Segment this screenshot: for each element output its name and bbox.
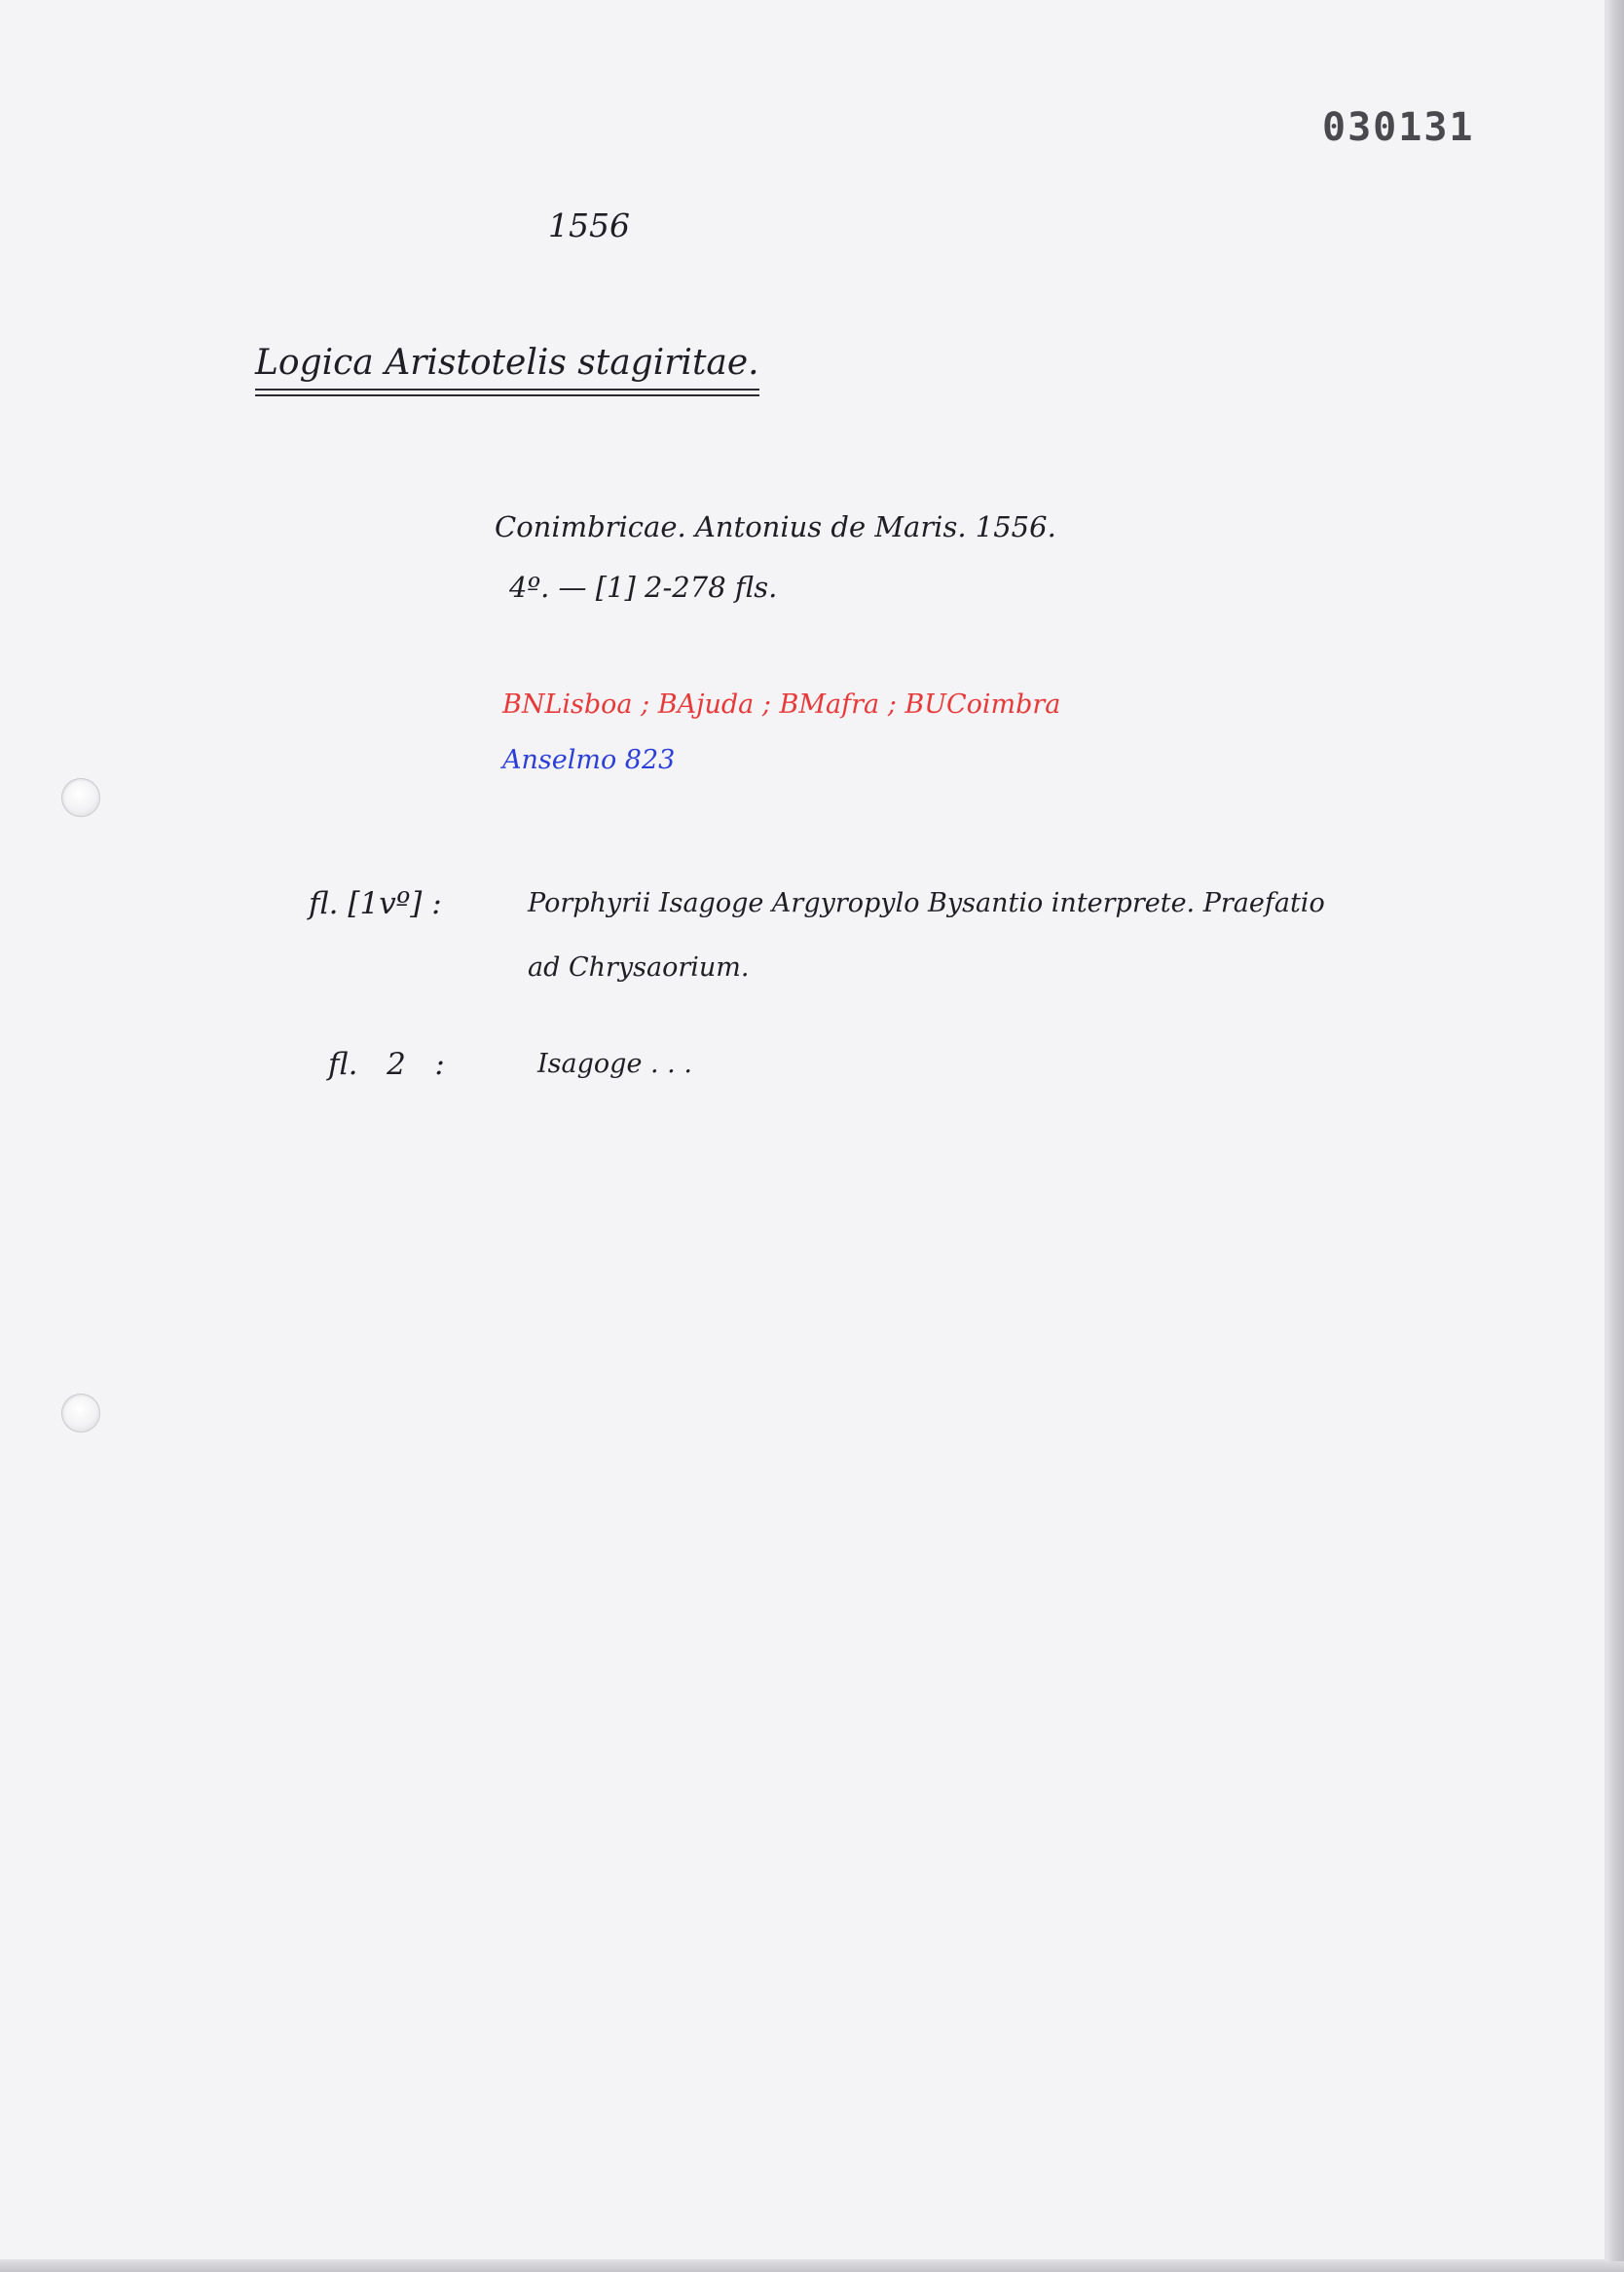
page-bottom-edge [0, 2261, 1624, 2272]
entry-2-text: Isagoge . . . [537, 1049, 692, 1079]
bibliographic-reference: Anselmo 823 [502, 745, 676, 775]
punch-hole-lower [62, 1395, 99, 1432]
entry-1-folio: fl. [1vº] : [309, 886, 442, 921]
page-right-edge [1606, 0, 1624, 2272]
punch-hole-upper [62, 779, 99, 816]
entry-1-text: Porphyrii Isagoge Argyropylo Bysantio interprete. Praefatio [528, 888, 1325, 918]
library-holdings: BNLisboa ; BAjuda ; BMafra ; BUCoimbra [502, 689, 1061, 720]
publication-year: 1556 [548, 206, 630, 244]
imprint-line: Conimbricae. Antonius de Maris. 1556. [495, 510, 1056, 543]
record-number-stamp: 030131 [1322, 105, 1475, 150]
entry-2-folio: fl. 2 : [328, 1047, 445, 1082]
work-title: Logica Aristotelis stagiritae. [255, 343, 759, 391]
collation-line: 4º. — [1] 2-278 fls. [509, 571, 778, 604]
entry-1-continuation: ad Chrysaorium. [528, 952, 750, 983]
